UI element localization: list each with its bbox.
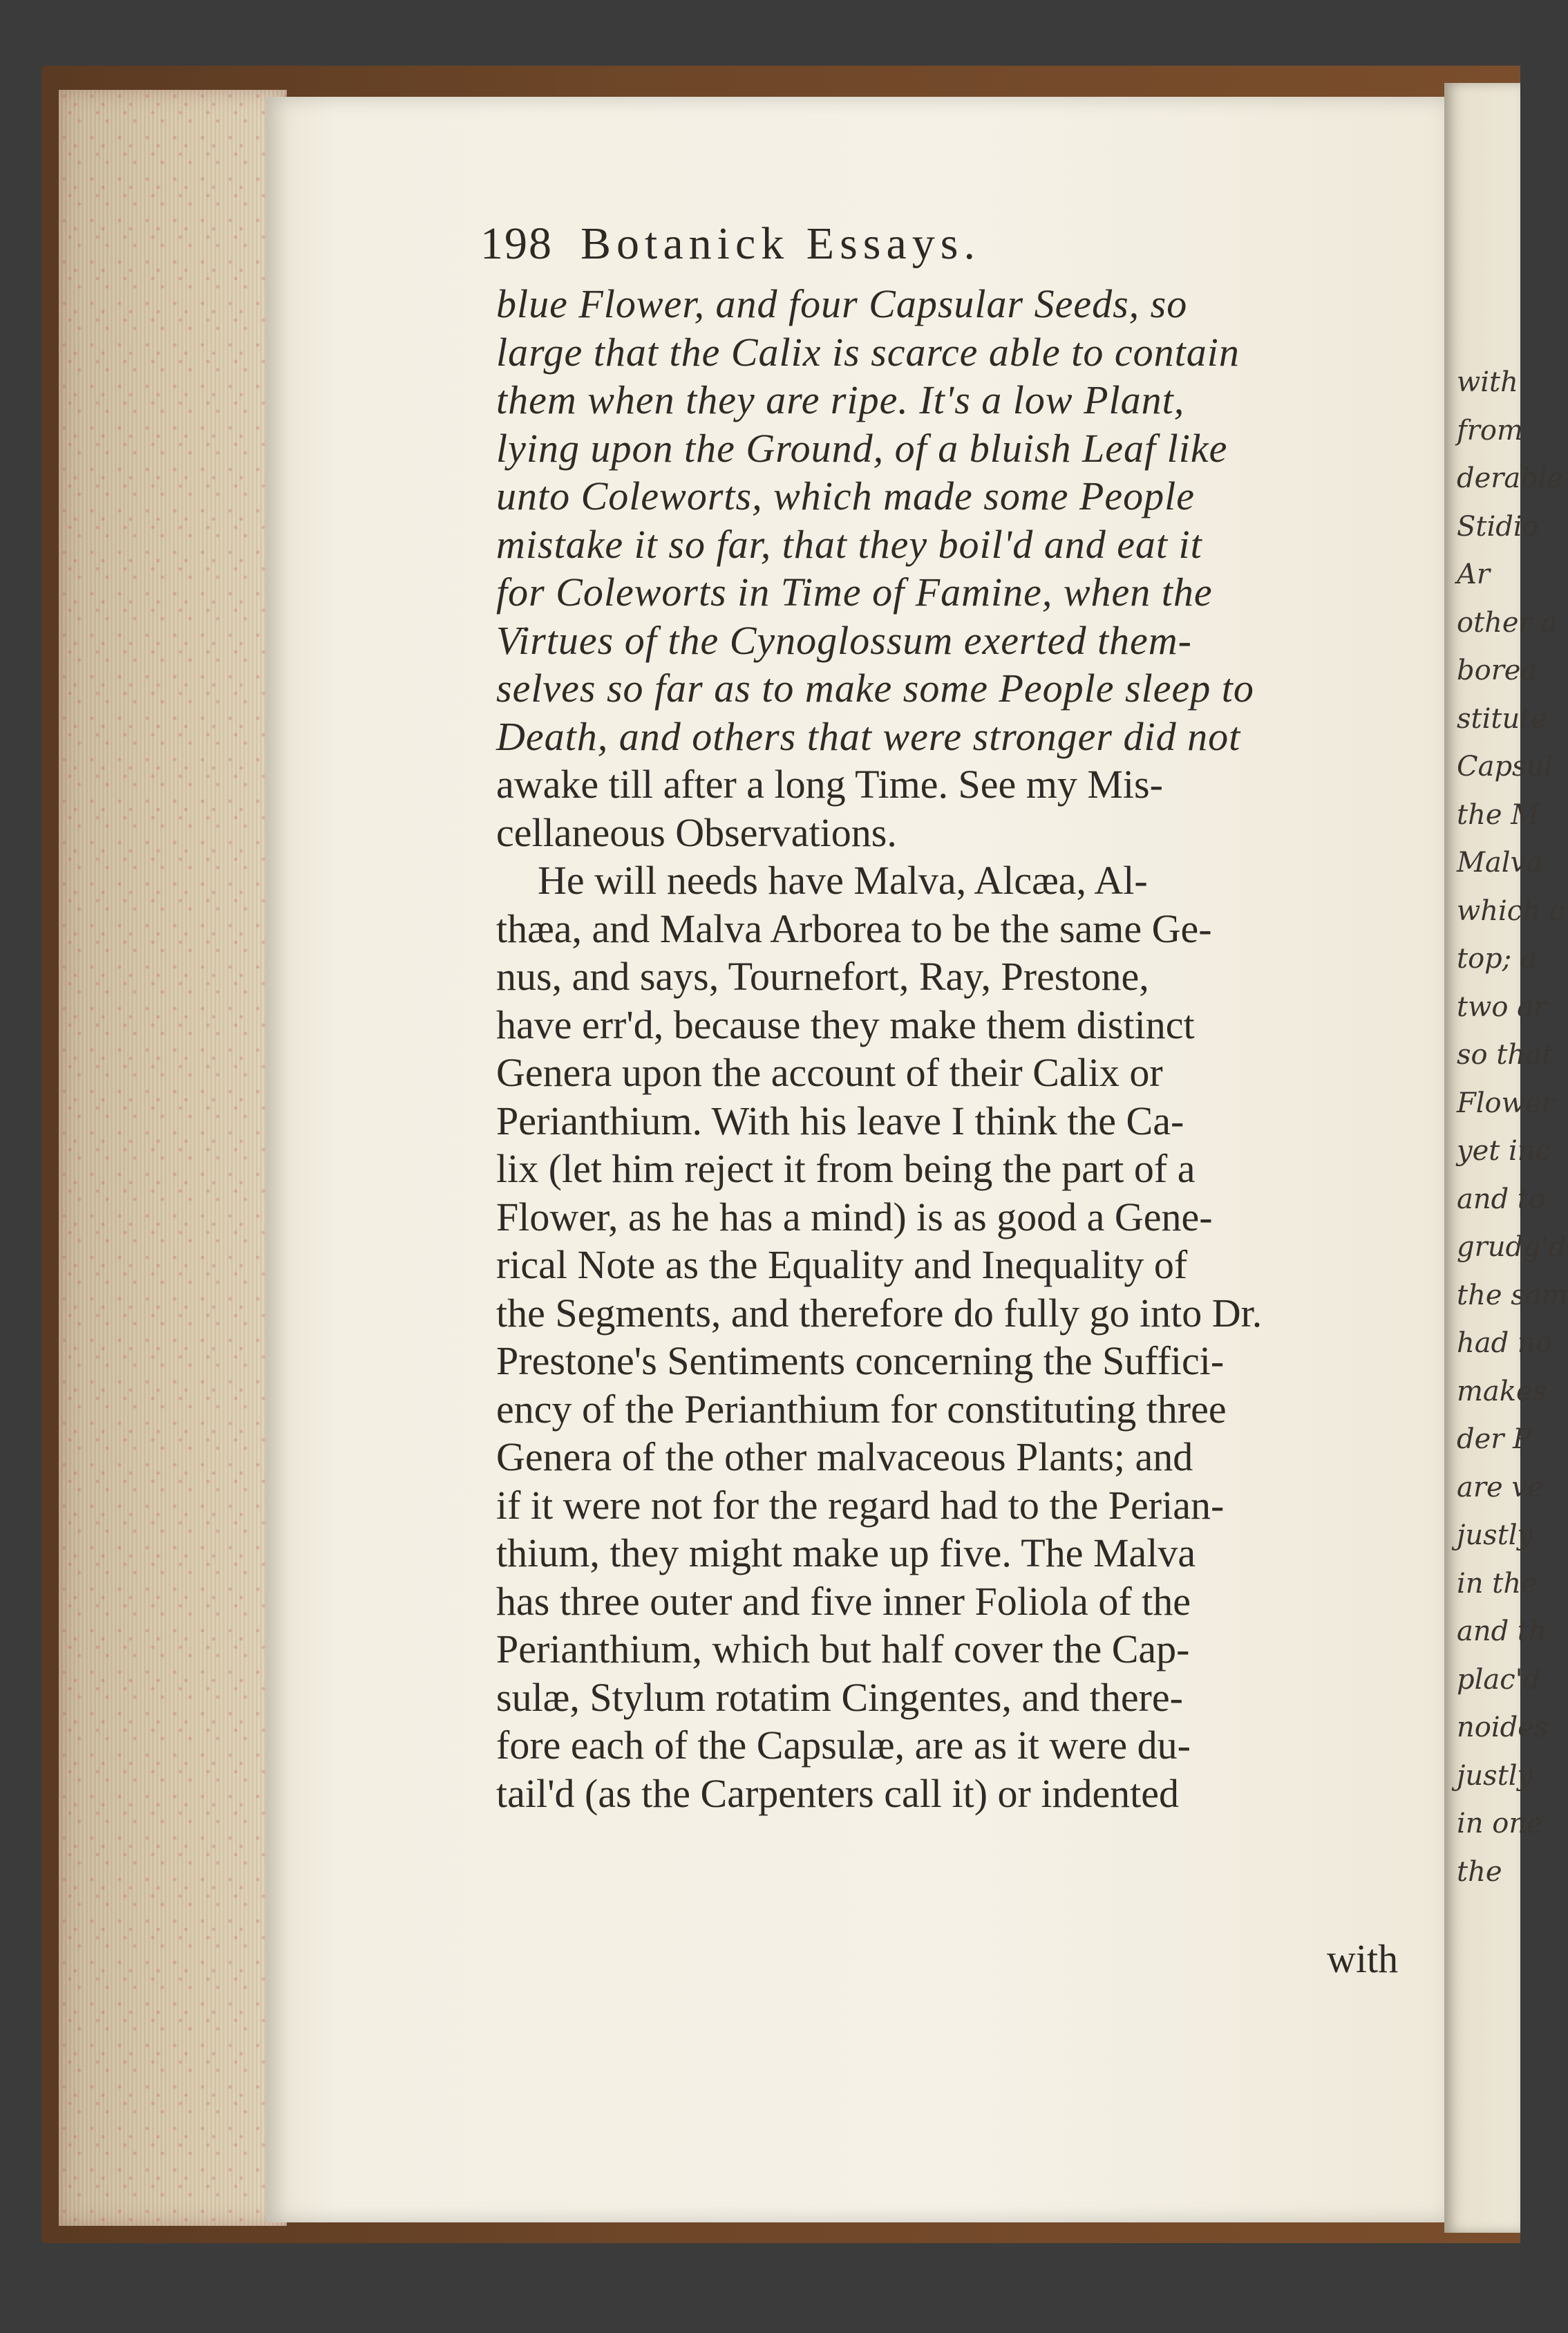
- facing-page-fragment: with: [1457, 366, 1518, 398]
- facing-page-fragment: Stidio: [1457, 510, 1539, 543]
- facing-page-fragment: yet inc: [1457, 1135, 1551, 1167]
- running-head: [480, 218, 1399, 270]
- text-line: Genera upon the account of their Calix or: [496, 1050, 1163, 1095]
- facing-page-fragment: Flower: [1457, 1087, 1555, 1119]
- text-line: mistake it so far, that they boil'd and eat it: [496, 521, 1202, 567]
- facing-page-fragment: in one: [1457, 1808, 1543, 1839]
- page-edges: [59, 90, 287, 2226]
- facing-page-fragment: the: [1457, 1855, 1502, 1888]
- text-line: if it were not for the regard had to the Perian-: [496, 1482, 1225, 1528]
- facing-page-fragment: the M: [1457, 798, 1540, 831]
- facing-page-fragment: in the: [1457, 1567, 1538, 1600]
- text-line: Virtues of the Cynoglossum exerted them-: [496, 617, 1192, 663]
- facing-page-fragment: plac'd: [1457, 1663, 1541, 1696]
- catchword: with: [1327, 1936, 1399, 1981]
- text-line: tail'd (as the Carpenters call it) or indented: [496, 1770, 1180, 1816]
- text-line: Flower, as he has a mind) is as good a Gene-: [496, 1194, 1213, 1239]
- text-line: selves so far as to make some People sleep to: [496, 666, 1254, 711]
- text-line: Perianthium. With his leave I think the Ca-: [496, 1098, 1184, 1143]
- text-line: blue Flower, and four Capsular Seeds, so: [496, 281, 1188, 326]
- facing-page-fragment: Capsul: [1457, 751, 1553, 783]
- facing-page-fragment: borea: [1457, 655, 1538, 686]
- facing-page-fragment: from: [1457, 414, 1523, 447]
- text-line: rical Note as the Equality and Inequality of: [496, 1242, 1188, 1287]
- body-text: [496, 280, 1408, 1817]
- text-line: nus, and says, Tournefort, Ray, Prestone,: [496, 954, 1149, 999]
- text-line: have err'd, because they make them distinct: [496, 1002, 1195, 1047]
- facing-page-fragment: which c: [1457, 894, 1565, 927]
- facing-page: [1444, 83, 1568, 2233]
- facing-page-fragment: other a: [1457, 606, 1558, 639]
- text-line: has three outer and five inner Foliola of the: [496, 1578, 1191, 1624]
- page-number: 198: [480, 218, 553, 269]
- text-line: Perianthium, which but half cover the Cap-: [496, 1627, 1190, 1671]
- text-line: large that the Calix is scarce able to contain: [496, 329, 1240, 375]
- facing-page-fragment: had no: [1457, 1327, 1552, 1359]
- text-line: awake till after a long Time. See my Mis-: [496, 762, 1163, 807]
- facing-page-fragment: and to: [1457, 1183, 1546, 1215]
- facing-page-fragment: and th: [1457, 1615, 1547, 1647]
- running-title: Botanick Essays.: [580, 218, 981, 269]
- text-line: fore each of the Capsulæ, are as it were du-: [496, 1723, 1191, 1768]
- facing-page-fragment: makes: [1457, 1375, 1547, 1407]
- text-line: for Coleworts in Time of Famine, when the: [496, 570, 1213, 615]
- text-line: ency of the Perianthium for constituting three: [496, 1386, 1227, 1432]
- facing-page-fragment: Malva: [1457, 847, 1543, 879]
- facing-page-fragment: justly: [1457, 1759, 1533, 1792]
- facing-page-fragment: stitute: [1457, 702, 1547, 735]
- facing-page-fragment: grudg'd: [1457, 1231, 1567, 1263]
- facing-page-fragment: are ve: [1457, 1471, 1544, 1503]
- text-line: lying upon the Ground, of a bluish Leaf like: [496, 425, 1228, 471]
- facing-page-fragment: so that: [1457, 1039, 1553, 1071]
- facing-page-fragment: derable: [1457, 462, 1564, 494]
- facing-page-fragment: two ar: [1457, 991, 1547, 1023]
- facing-page-fragment: der P: [1457, 1423, 1532, 1455]
- text-line: the Segments, and therefore do fully go into Dr.: [496, 1290, 1263, 1336]
- text-line: thium, they might make up five. The Malva: [496, 1530, 1196, 1575]
- text-line: cellaneous Observations.: [496, 809, 897, 855]
- text-line: Prestone's Sentiments concerning the Suffici-: [496, 1338, 1225, 1383]
- text-line: unto Coleworts, which made some People: [496, 474, 1196, 518]
- text-line: them when they are ripe. It's a low Plant,: [496, 377, 1185, 422]
- text-line: Genera of the other malvaceous Plants; and: [496, 1434, 1193, 1479]
- facing-page-fragment: top; a: [1457, 943, 1537, 975]
- text-line: Death, and others that were stronger did not: [496, 713, 1241, 759]
- facing-page-fragment: Ar: [1457, 559, 1491, 590]
- text-line: He will needs have Malva, Alcæa, Al-: [538, 858, 1148, 903]
- facing-page-fragment: justly: [1457, 1519, 1533, 1551]
- text-line: lix (let him reject it from being the part of a: [496, 1146, 1196, 1191]
- text-line: thæa, and Malva Arborea to be the same Ge-: [496, 906, 1212, 951]
- facing-page-fragment: noides: [1457, 1712, 1549, 1743]
- facing-page-fragment: the sam: [1457, 1279, 1568, 1311]
- text-line: sulæ, Stylum rotatim Cingentes, and there-: [496, 1674, 1183, 1720]
